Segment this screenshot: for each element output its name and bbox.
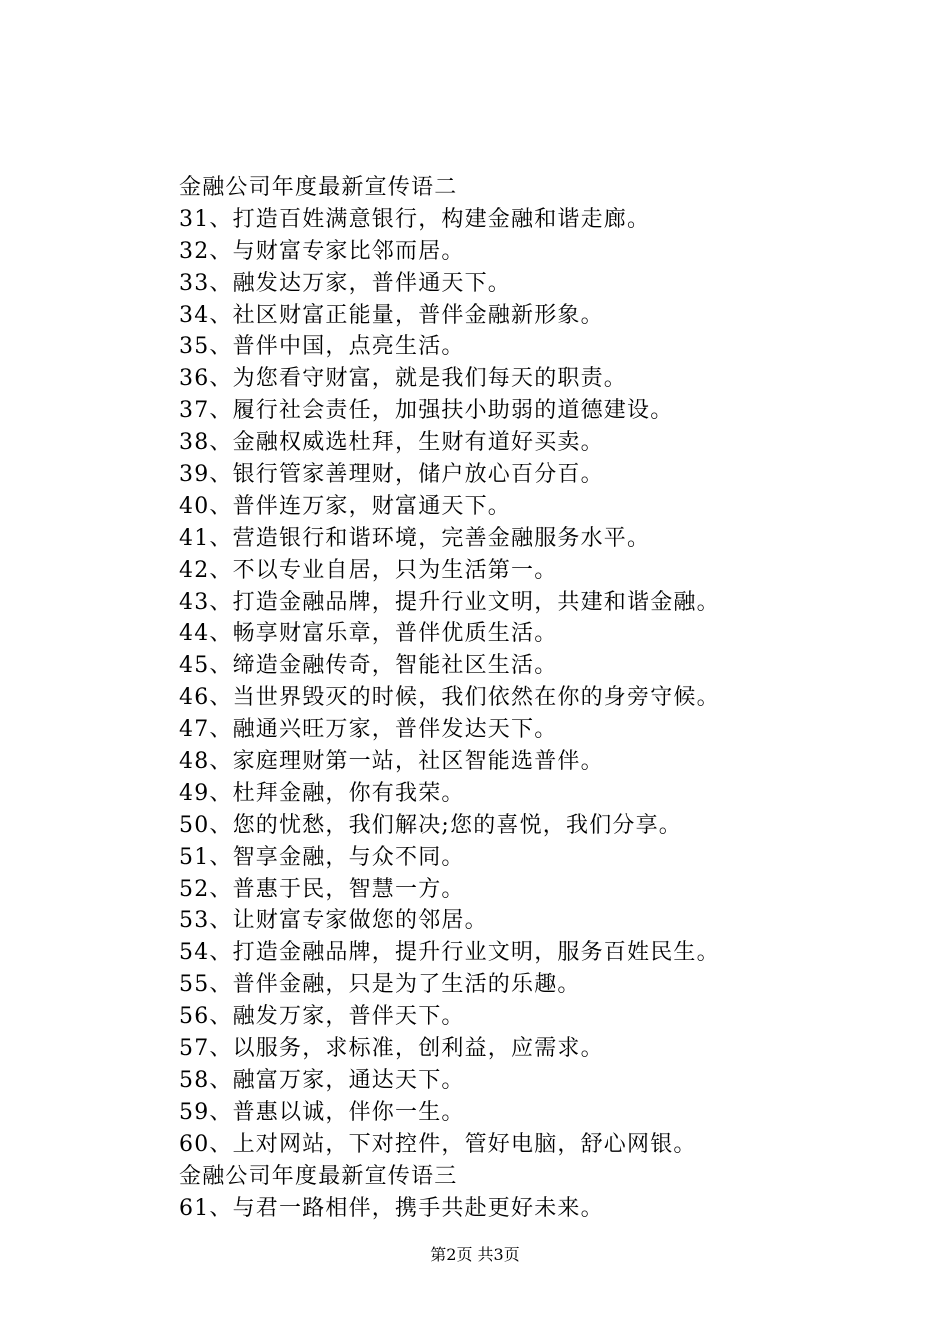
slogan-line: 38、金融权威选杜拜，生财有道好买卖。 xyxy=(179,430,604,456)
slogan-line: 56、融发万家，普伴天下。 xyxy=(179,1004,465,1030)
slogan-line: 42、不以专业自居，只为生活第一。 xyxy=(179,557,558,583)
slogan-line: 45、缔造金融传奇，智能社区生活。 xyxy=(179,653,558,679)
document-body xyxy=(179,172,919,1224)
slogan-line: 47、融通兴旺万家，普伴发达天下。 xyxy=(179,717,558,743)
slogan-line: 55、普伴金融，只是为了生活的乐趣。 xyxy=(179,972,581,998)
slogan-line: 33、融发达万家，普伴通天下。 xyxy=(179,270,511,296)
slogan-line: 43、打造金融品牌，提升行业文明，共建和谐金融。 xyxy=(179,589,720,615)
slogan-line: 46、当世界毁灭的时候，我们依然在你的身旁守候。 xyxy=(179,685,720,711)
slogan-line: 52、普惠于民，智慧一方。 xyxy=(179,876,465,902)
slogan-line: 31、打造百姓满意银行，构建金融和谐走廊。 xyxy=(179,206,651,232)
slogan-line: 39、银行管家善理财，储户放心百分百。 xyxy=(179,462,604,488)
slogan-line: 49、杜拜金融，你有我荣。 xyxy=(179,780,465,806)
slogan-line: 40、普伴连万家，财富通天下。 xyxy=(179,493,511,519)
slogan-line: 51、智享金融，与众不同。 xyxy=(179,844,465,870)
slogan-line: 48、家庭理财第一站，社区智能选普伴。 xyxy=(179,749,604,775)
page-footer: 第2页 共3页 xyxy=(430,1245,520,1264)
slogan-line: 61、与君一路相伴，携手共赴更好未来。 xyxy=(179,1195,604,1221)
slogan-line: 59、普惠以诚，伴你一生。 xyxy=(179,1099,465,1125)
slogan-line: 44、畅享财富乐章，普伴优质生活。 xyxy=(179,621,558,647)
slogan-line: 41、营造银行和谐环境，完善金融服务水平。 xyxy=(179,525,651,551)
slogan-line: 34、社区财富正能量，普伴金融新形象。 xyxy=(179,302,604,328)
slogan-line: 53、让财富专家做您的邻居。 xyxy=(179,908,488,934)
slogan-line: 36、为您看守财富，就是我们每天的职责。 xyxy=(179,366,627,392)
slogan-line: 54、打造金融品牌，提升行业文明，服务百姓民生。 xyxy=(179,940,720,966)
slogan-line: 35、普伴中国，点亮生活。 xyxy=(179,334,465,360)
slogan-line: 32、与财富专家比邻而居。 xyxy=(179,238,465,264)
section-heading: 金融公司年度最新宣传语三 xyxy=(179,1163,458,1189)
slogan-line: 37、履行社会责任，加强扶小助弱的道德建设。 xyxy=(179,398,674,424)
slogan-line: 50、您的忧愁，我们解决;您的喜悦，我们分享。 xyxy=(179,812,683,838)
slogan-line: 57、以服务，求标准，创利益，应需求。 xyxy=(179,1036,604,1062)
slogan-line: 60、上对网站，下对控件，管好电脑，舒心网银。 xyxy=(179,1131,697,1157)
slogan-line: 58、融富万家，通达天下。 xyxy=(179,1067,465,1093)
section-heading: 金融公司年度最新宣传语二 xyxy=(179,175,458,200)
